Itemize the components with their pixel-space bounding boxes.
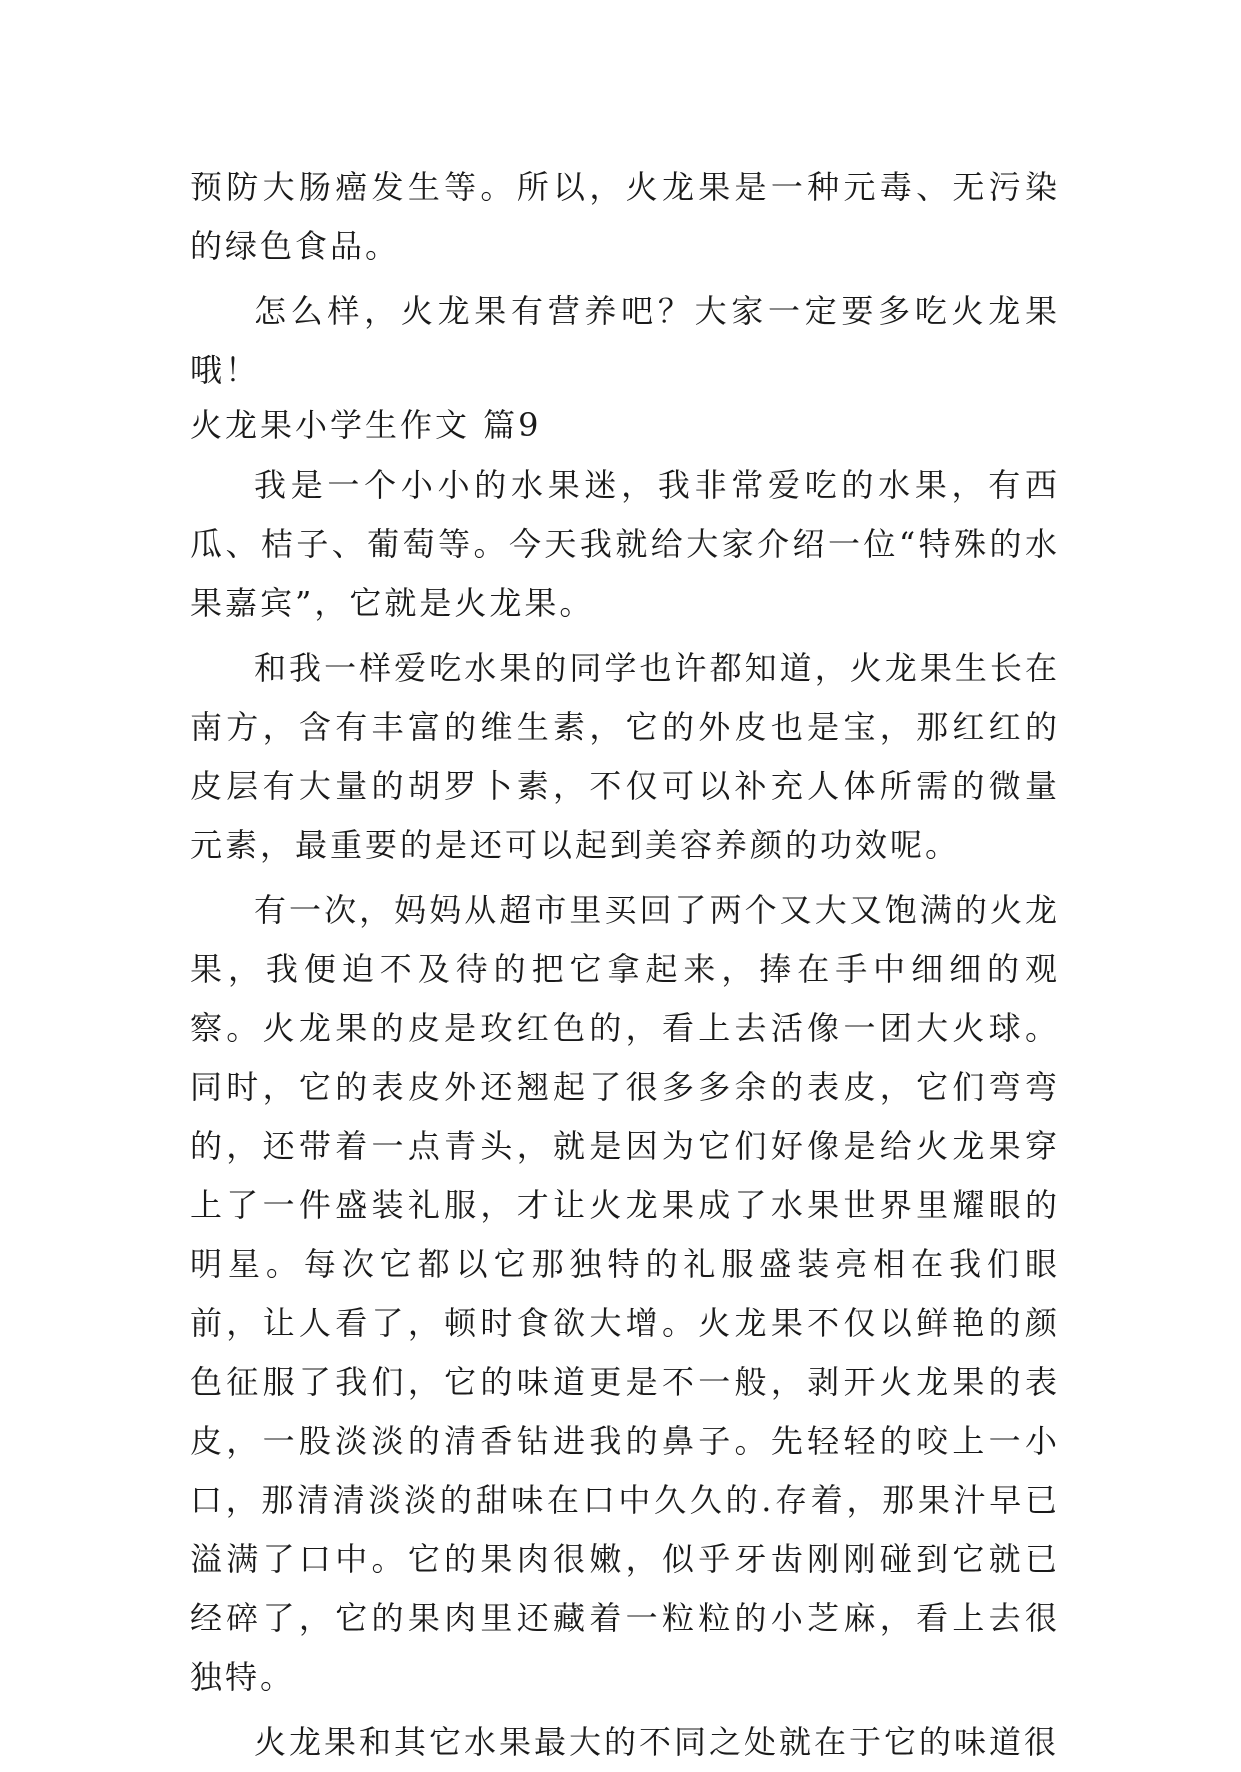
paragraph: 有一次，妈妈从超市里买回了两个又大又饱满的火龙果，我便迫不及待的把它拿起来，捧在手中细细的观察。火龙果的皮是玫红色的，看上去活像一团大火球。同时，它的表皮外还翘起了很多多余的表皮，它们弯弯的，还带着一点青头，就是因为它们好像是给火龙果穿上了一件盛装礼服，才让火龙果成了水果世界里耀眼的明星。每次它都以它那独特的礼服盛装亮相在我们眼前，让人看了，顿时食欲大增。火龙果不仅以鲜艳的颜色征服了我们，它的味道更是不一般，剥开火龙果的表皮，一股淡淡的清香钻进我的鼻子。先轻轻的咬上一小口，那清清淡淡的甜味在口中久久的.存着，那果汁早已溢满了口中。它的果肉很嫩，似乎牙齿刚刚碰到它就已经碎了，它的果肉里还藏着一粒粒的小芝麻，看上去很独特。	[190, 891, 1060, 1696]
paragraph: 和我一样爱吃水果的同学也许都知道，火龙果生长在南方，含有丰富的维生素，它的外皮也是宝，那红红的皮层有大量的胡罗卜素，不仅可以补充人体所需的微量元素，最重要的是还可以起到美容养颜的功效呢。	[190, 649, 1060, 864]
article-body	[190, 158, 1060, 1772]
paragraph: 预防大肠癌发生等。所以，火龙果是一种元毒、无污染的绿色食品。	[190, 168, 1060, 265]
paragraph: 怎么样，火龙果有营养吧？大家一定要多吃火龙果哦！	[190, 292, 1060, 389]
paragraph: 火龙果和其它水果最大的不同之处就在于它的味道很	[254, 1723, 1060, 1761]
section-heading: 火龙果小学生作文 篇9	[190, 406, 542, 444]
paragraph: 我是一个小小的水果迷，我非常爱吃的水果，有西瓜、桔子、葡萄等。今天我就给大家介绍一位“特殊的水果嘉宾”，它就是火龙果。	[190, 466, 1060, 622]
